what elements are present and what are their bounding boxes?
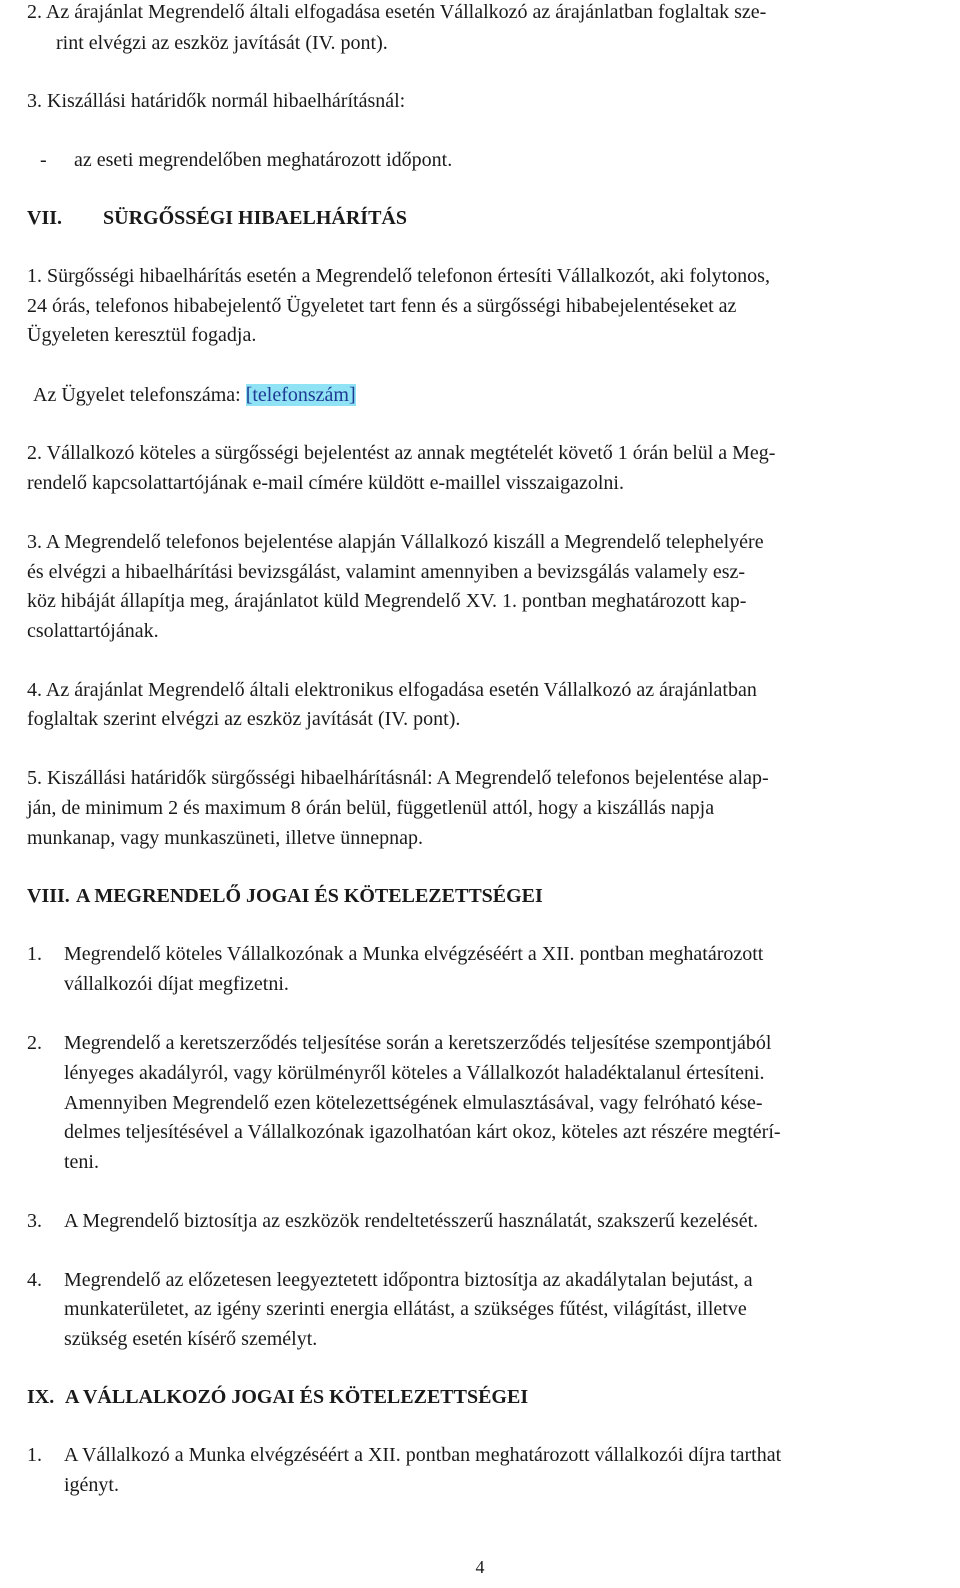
- text-line: lényeges akadályról, vagy körülményről köteles a Vállalkozót haladéktalanul értesíteni.: [64, 1062, 765, 1084]
- text-line: Ügyeleten keresztül fogadja.: [27, 324, 257, 346]
- text-line: ján, de minimum 2 és maximum 8 órán belül, függetlenül attól, hogy a kiszállás napja: [27, 797, 715, 819]
- text-line: munkaterületet, az igény szerinti energia ellátást, a szükséges fűtést, világítást, illetve: [64, 1298, 747, 1320]
- item-number: 3.: [27, 1210, 42, 1232]
- text-line: Megrendelő a keretszerződés teljesítése során a keretszerződés teljesítése szempontjából: [64, 1032, 772, 1054]
- text-line: A Megrendelő biztosítja az eszközök rendeltetésszerű használatát, szakszerű kezelését.: [64, 1210, 759, 1232]
- text-line: 5. Kiszállási határidők sürgősségi hibaelhárításnál: A Megrendelő telefonos bejelentése alap-: [27, 767, 769, 789]
- text-line: 3. Kiszállási határidők normál hibaelhárításnál:: [27, 90, 406, 112]
- text-line: rint elvégzi az eszköz javítását (IV. pont).: [56, 32, 388, 54]
- text-line: foglaltak szerint elvégzi az eszköz javítását (IV. pont).: [27, 708, 461, 730]
- text-line: szükség esetén kísérő személyt.: [64, 1328, 318, 1350]
- text-line: igényt.: [64, 1474, 119, 1496]
- text-line: teni.: [64, 1151, 99, 1173]
- section-title: A MEGRENDELŐ JOGAI ÉS KÖTELEZETTSÉGEI: [76, 885, 543, 907]
- phone-placeholder: [telefonszám]: [245, 384, 356, 406]
- text-line: vállalkozói díjat megfizetni.: [64, 973, 289, 995]
- item-number: 1.: [27, 943, 42, 965]
- text-line: Megrendelő az előzetesen leegyeztetett időpontra biztosítja az akadálytalan bejutást, a: [64, 1269, 753, 1291]
- text-line: munkanap, vagy munkaszüneti, illetve ünnepnap.: [27, 827, 424, 849]
- item-number: 1.: [27, 1444, 42, 1466]
- text-line: csolattartójának.: [27, 620, 159, 642]
- text-line: 3. A Megrendelő telefonos bejelentése alapján Vállalkozó kiszáll a Megrendelő telephelyére: [27, 531, 764, 553]
- section-number: VII.: [27, 207, 63, 229]
- text-line: rendelő kapcsolattartójának e-mail címére küldött e-maillel visszaigazolni.: [27, 472, 624, 494]
- text-line: delmes teljesítésével a Vállalkozónak igazolhatóan kárt okoz, köteles azt részére megtérí-: [64, 1121, 781, 1143]
- text-line: 24 órás, telefonos hibabejelentő Ügyeletet tart fenn és a sürgősségi hibabejelentéseket az: [27, 295, 737, 317]
- item-number: 2.: [27, 1032, 42, 1054]
- list-dash: -: [40, 149, 47, 171]
- section-number: IX.: [27, 1386, 55, 1408]
- text-line: 2. Vállalkozó köteles a sürgősségi bejelentést az annak megtételét követő 1 órán belül a Meg-: [27, 442, 776, 464]
- text-line: A Vállalkozó a Munka elvégzéséért a XII. pontban meghatározott vállalkozói díjra tarthat: [64, 1444, 782, 1466]
- text-line: 4. Az árajánlat Megrendelő általi elektronikus elfogadása esetén Vállalkozó az árajánlatban: [27, 679, 757, 701]
- text-line: Megrendelő köteles Vállalkozónak a Munka elvégzéséért a XII. pontban meghatározott: [64, 943, 764, 965]
- section-number: VIII.: [27, 885, 70, 907]
- text-line: 1. Sürgősségi hibaelhárítás esetén a Megrendelő telefonon értesíti Vállalkozót, aki folytonos,: [27, 265, 770, 287]
- phone-label: [33, 383, 356, 407]
- text-line: az eseti megrendelőben meghatározott időpont.: [74, 149, 453, 171]
- text-line: 2. Az árajánlat Megrendelő általi elfogadása esetén Vállalkozó az árajánlatban foglaltak sze-: [27, 1, 767, 23]
- section-title: A VÁLLALKOZÓ JOGAI ÉS KÖTELEZETTSÉGEI: [65, 1386, 529, 1408]
- section-title: SÜRGŐSSÉGI HIBAELHÁRÍTÁS: [103, 207, 407, 229]
- text-line: Amennyiben Megrendelő ezen kötelezettségének elmulasztásával, vagy felróható kése-: [64, 1092, 763, 1114]
- text-line: és elvégzi a hibaelhárítási bevizsgálást, valamint amennyiben a bevizsgálás valamely esz-: [27, 561, 746, 583]
- text-line: köz hibáját állapítja meg, árajánlatot küld Megrendelő XV. 1. pontban meghatározott kap-: [27, 590, 747, 612]
- item-number: 4.: [27, 1269, 42, 1291]
- page-number: 4: [475, 1557, 485, 1577]
- phone-label-text: Az Ügyelet telefonszáma:: [33, 384, 246, 406]
